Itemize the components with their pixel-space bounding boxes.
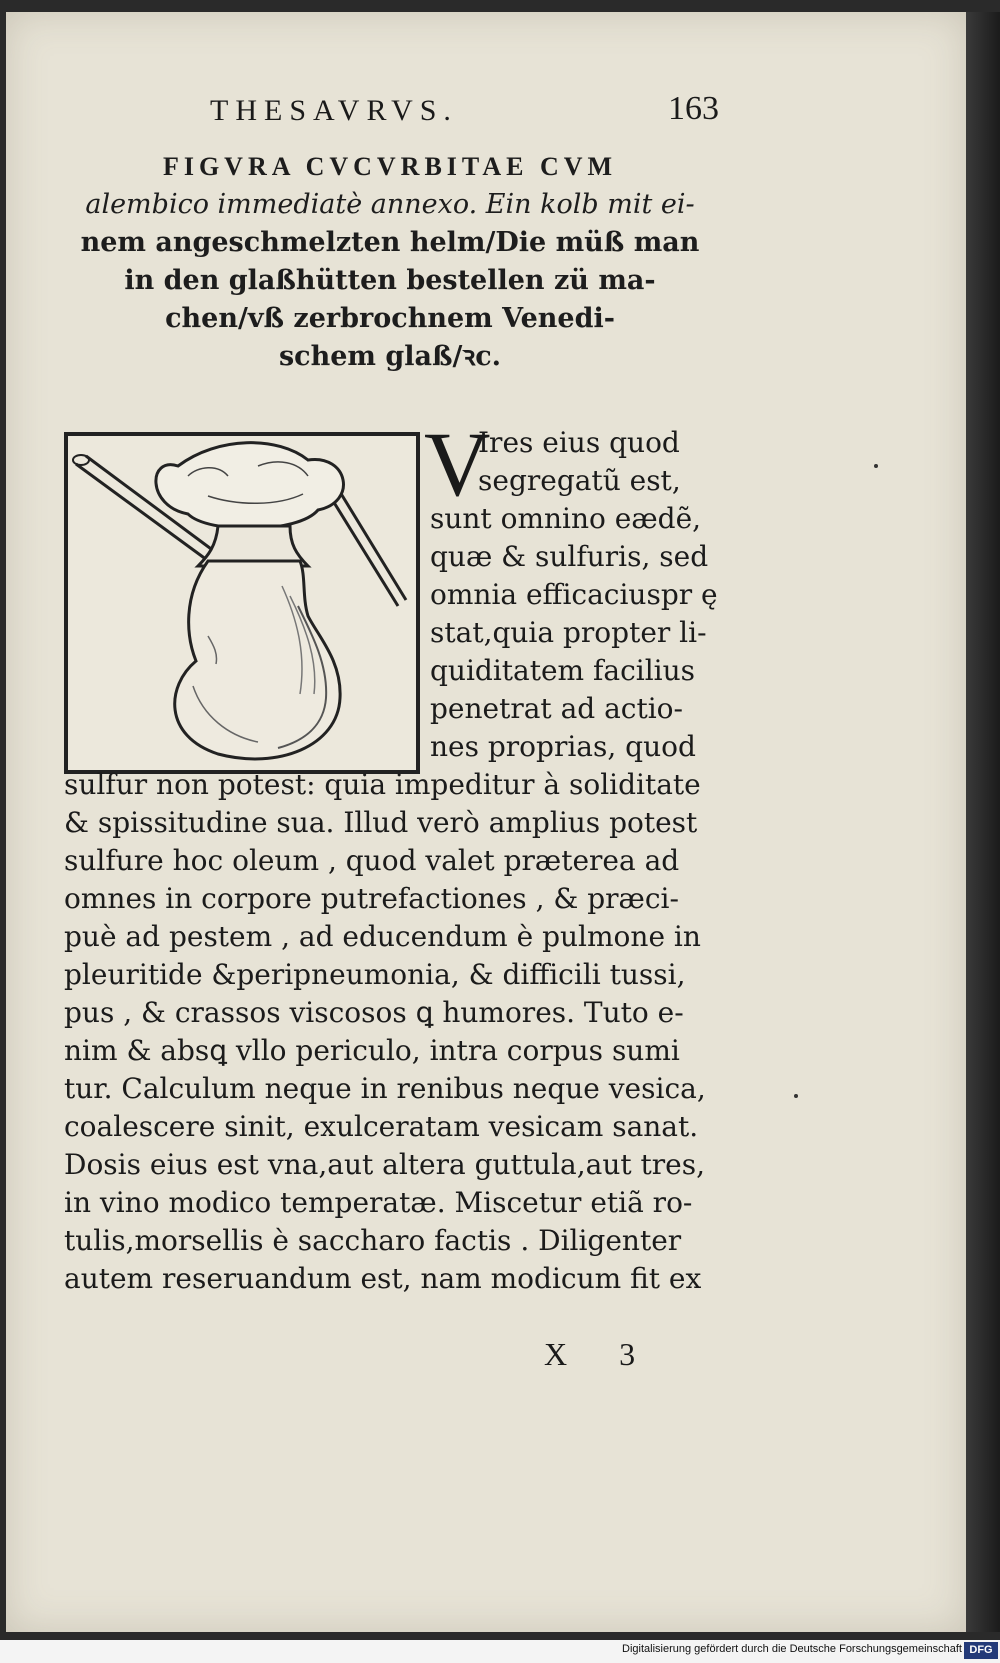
text-line: tur. Calculum neque in renibus neque vesica,: [64, 1072, 706, 1105]
signature-mark: X 3: [544, 1336, 658, 1372]
footer-bar: [0, 1640, 1000, 1663]
caption-line: nem angeschmelzten helm/Die müß man: [80, 227, 700, 258]
text-line: stat,quia propter li-: [430, 616, 707, 649]
initial-letter: V: [424, 413, 491, 515]
text-line: nes proprias, quod: [430, 730, 696, 763]
text-line: penetrat ad actio-: [430, 692, 683, 725]
figure-caption: [60, 148, 720, 376]
caption-line: chen/vß zerbrochnem Venedi-: [165, 303, 615, 334]
text-line: omnia efficaciuspr ę: [430, 578, 718, 611]
paper-speck: [794, 1094, 798, 1098]
text-line: in vino modico temperatæ. Miscetur etiã ro-: [64, 1186, 693, 1219]
text-line: Dosis eius est vna,aut altera guttula,aut tres,: [64, 1148, 705, 1181]
funding-credit: Digitalisierung gefördert durch die Deutsche Forschungsgemeinschaft: [622, 1643, 962, 1655]
caption-line: FIGVRA CVCVRBITAE CVM: [162, 152, 618, 181]
text-line: nim & absꝗ vllo periculo, intra corpus sumi: [64, 1034, 680, 1067]
paper-speck: [874, 464, 878, 468]
text-line: puè ad pestem , ad educendum è pulmone in: [64, 920, 701, 953]
scan-edge: [966, 12, 1000, 1632]
cucurbit-illustration: [68, 436, 416, 770]
text-line: tulis,morsellis è saccharo factis . Diligenter: [64, 1224, 682, 1257]
text-line: quiditatem facilius: [430, 654, 696, 687]
text-line: coalescere sinit, exulceratam vesicam sanat.: [64, 1110, 699, 1143]
caption-line: in den glaßhütten bestellen zü ma-: [124, 265, 656, 296]
caption-line: schem glaß/ꝛc.: [278, 341, 502, 372]
text-line: sulfur non potest: quia impeditur à soliditate: [64, 768, 701, 801]
text-line: & spissitudine sua. Illud verò amplius potest: [64, 806, 698, 839]
text-line: sunt omnino eædẽ,: [430, 502, 702, 535]
text-line: autem reseruandum est, nam modicum fit ex: [64, 1262, 702, 1295]
text-line: pus , & crassos viscosos ꝗ humores. Tuto e-: [64, 996, 684, 1029]
text-line: quæ & sulfuris, sed: [430, 540, 709, 573]
caption-line: alembico immediatè annexo. Ein kolb mit ei-: [85, 189, 695, 220]
running-head: THESAVRVS.: [210, 94, 458, 127]
text-line: segregatũ est,: [478, 464, 681, 497]
page-number: 163: [668, 90, 719, 127]
text-line: Ires eius quod: [478, 426, 680, 459]
cucurbit-woodcut: [64, 432, 420, 774]
text-line: pleuritide &peripneumonia, & difficili tussi,: [64, 958, 686, 991]
text-line: sulfure hoc oleum , quod valet præterea ad: [64, 844, 680, 877]
text-line: omnes in corpore putrefactiones , & præci-: [64, 882, 679, 915]
dfg-logo: DFG: [964, 1642, 998, 1659]
